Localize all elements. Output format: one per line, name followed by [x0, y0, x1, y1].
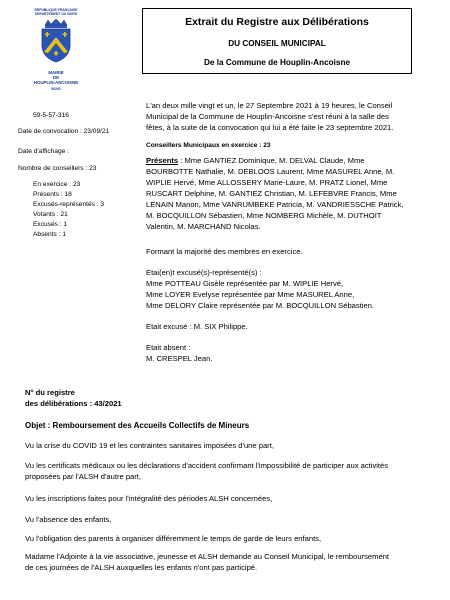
reference-number: 59-5-57-316 — [33, 112, 69, 119]
affichage-date: Date d'affichage : — [18, 148, 69, 155]
presents-names: : Mme GANTIEZ Dominique, M. DELVAL Claude, Mme — [180, 156, 365, 165]
vu-paragraph: Vu l'absence des enfants, — [25, 515, 112, 524]
commune-name: De la Commune de Houplin-Ancoisne — [203, 58, 351, 67]
representation-line: Mme POTTEAU Gisèle représentée par M. WIPLIE Hervé, — [146, 279, 344, 288]
intro-line: fêtes, à la suite de la convocation qui lui a été faite le 23 septembre 2021. — [146, 123, 394, 132]
presents-line: BOURBOTTE Nathalie, M. DEBLOOS Laurent, Mme MASUREL Anne, M. — [146, 167, 395, 176]
document-subtitle: DU CONSEIL MUNICIPAL — [228, 39, 326, 48]
convocation-date: Date de convocation : 23/09/21 — [18, 128, 110, 135]
presents-line: LENAIN Manon, Mme VANRUMBEKE Patricia, M. VANDRIESSCHE Patrick, — [146, 200, 404, 209]
stat-votants: Votants : 21 — [33, 211, 68, 218]
logo-mairie: MAIRIE — [48, 70, 64, 75]
intro-line: Municipal de la Commune de Houplin-Ancoisne s'est réuni à la salle des — [146, 112, 389, 121]
excuse-line: Etait excusé : M. SIX Philippe. — [146, 322, 248, 331]
representation-line: Mme LOYER Evelyse représentée par Mme MASUREL Anne, — [146, 290, 355, 299]
logo-caption-departement: DEPARTEMENT DU NORD — [34, 12, 78, 16]
document-title: Extrait du Registre aux Délibérations — [185, 16, 369, 28]
stat-presents: Présents : 18 — [33, 191, 72, 198]
presents-line: RUSCART Delphine, M. GANTIEZ Christian, M. LEFEBVRE Francis, Mme — [146, 189, 397, 198]
intro-line: L'an deux mille vingt et un, le 27 Septembre 2021 à 19 heures, le Conseil — [146, 101, 393, 110]
stat-excuses: Excusés : 1 — [33, 221, 68, 228]
vu-paragraph: Vu les inscriptions faites pour l'intégralité des périodes ALSH concernées, — [25, 494, 273, 503]
vu-paragraph-cont: proposées par l'ALSH d'autre part, — [25, 472, 142, 481]
presents-line: Valentin, M. MARCHAND Nicolas. — [146, 222, 261, 231]
commune-logo — [26, 8, 86, 98]
registre-number: des délibérations : 43/2021 — [25, 399, 122, 408]
nombre-conseillers: Nombre de conseillers : 23 — [18, 165, 97, 172]
logo-caption-republique: REPUBLIQUE FRANÇAISE — [34, 8, 78, 12]
majorite-statement: Formant la majorité des membres en exercice. — [146, 247, 303, 256]
coat-of-arms-icon — [39, 19, 73, 63]
representation-line: Mme DELORY Claire représentée par M. BOCQUILLON Sébastien. — [146, 301, 375, 310]
vu-paragraph: Vu la crise du COVID 19 et les contraintes sanitaires imposées d'une part, — [25, 441, 274, 450]
stat-absents: Absents : 1 — [33, 231, 66, 238]
vu-paragraph: Vu les certificats médicaux ou les déclarations d'accident confirmant l'impossibilité de participer aux activités — [25, 461, 389, 470]
presents-label: Présents — [146, 156, 179, 165]
stat-en-exercice: En exercice : 23 — [33, 181, 81, 188]
stat-excuses-representes: Excusés-représentés : 3 — [33, 201, 105, 208]
logo-de: DE — [52, 75, 60, 80]
request-paragraph-cont: de ces journées de l'ALSH auxquelles les enfants n'ont pas participé. — [25, 563, 258, 572]
absent-name: M. CRESPEL Jean. — [146, 354, 213, 363]
logo-commune: HOUPLIN-ANCOISNE — [33, 80, 79, 85]
registre-label: N° du registre — [25, 388, 75, 397]
request-paragraph: Madame l'Adjointe à la vie associative, jeunesse et ALSH demande au Conseil Municipal, le remboursement — [25, 552, 390, 561]
header-box — [142, 8, 412, 74]
vu-paragraph: Vu l'obligation des parents à organiser différemment le temps de garde de leurs enfants, — [25, 534, 322, 543]
excuses-representes-label: Etai(en)t excusé(s)-représenté(s) : — [146, 268, 262, 277]
presents-line: M. BOCQUILLON Sébastien, Mme NOMBERG Michèle, M. DUTHOIT — [146, 211, 382, 220]
logo-postal: 59263 — [51, 87, 61, 91]
absent-label: Etait absent : — [146, 343, 191, 352]
presents-line-1 — [146, 155, 365, 166]
objet-heading: Objet : Remboursement des Accueils Collectifs de Mineurs — [25, 421, 250, 430]
presents-line: WIPLIE Hervé, Mme ALLOSSERY Marie-Laure, M. PRATZ Lionel, Mme — [146, 178, 388, 187]
conseillers-en-exercice: Conseillers Municipaux en exercice : 23 — [146, 142, 271, 149]
